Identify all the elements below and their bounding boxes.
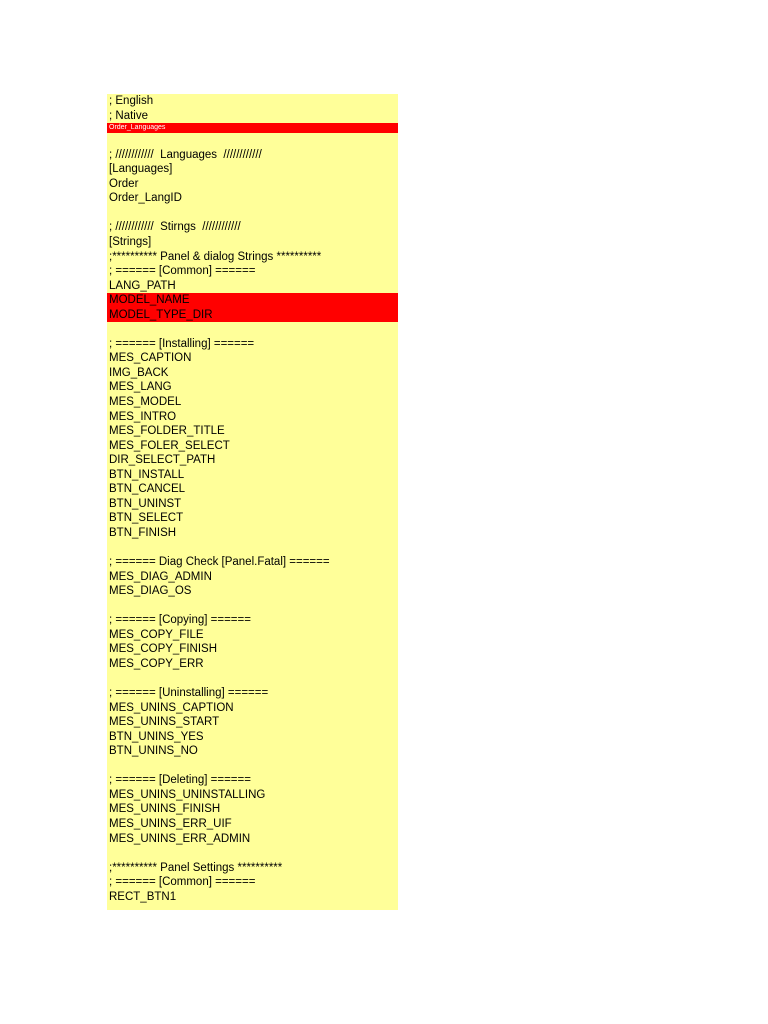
blank-row bbox=[107, 846, 398, 861]
cell-row: BTN_SELECT bbox=[109, 512, 184, 525]
cell-row: MES_COPY_FINISH bbox=[109, 643, 217, 656]
cell-row: ; ====== [Deleting] ====== bbox=[109, 774, 251, 787]
cell-row: ; //////////// Stirngs //////////// bbox=[109, 221, 241, 234]
cell-row: LANG_PATH bbox=[109, 279, 176, 292]
cell-row: MES_INTRO bbox=[109, 410, 177, 423]
cell-row: BTN_INSTALL bbox=[109, 468, 185, 481]
blank-row bbox=[107, 759, 398, 774]
blank-row bbox=[107, 599, 398, 614]
cell-row: ; ====== [Installing] ====== bbox=[109, 337, 255, 350]
cell-row: BTN_FINISH bbox=[109, 526, 177, 539]
cell-row: MES_MODEL bbox=[109, 396, 182, 408]
cell-row: ; English bbox=[109, 95, 154, 107]
cell-row: MES_DIAG_ADMIN bbox=[109, 570, 212, 583]
cell-row: [Languages] bbox=[109, 163, 173, 176]
cell-row: MES_UNINS_ERR_ADMIN bbox=[109, 832, 251, 845]
cell-row: ; ====== [Common] ====== bbox=[109, 265, 256, 278]
blank-row bbox=[107, 671, 398, 686]
cell-row: ; ====== [Uninstalling] ====== bbox=[109, 687, 269, 699]
cell-row: MES_COPY_FILE bbox=[109, 628, 204, 641]
cell-row: MODEL_TYPE_DIR bbox=[107, 308, 398, 323]
cell-row: MES_CAPTION bbox=[109, 352, 192, 365]
cell-row: BTN_CANCEL bbox=[109, 483, 186, 496]
cell-row: ; Native bbox=[109, 109, 148, 122]
blank-row bbox=[107, 322, 398, 337]
spreadsheet-column bbox=[107, 94, 398, 910]
cell-row: MES_UNINS_FINISH bbox=[109, 803, 221, 816]
cell-row: MES_UNINS_UNINSTALLING bbox=[109, 788, 266, 801]
cell-row: [Strings] bbox=[109, 235, 152, 248]
cell-row: MES_FOLER_SELECT bbox=[109, 439, 230, 452]
cell-row: ; //////////// Languages //////////// bbox=[109, 148, 262, 161]
cell-row: IMG_BACK bbox=[109, 366, 169, 379]
cell-row: MODEL_NAME bbox=[107, 293, 398, 308]
cell-row: DIR_SELECT_PATH bbox=[109, 454, 216, 467]
cell-row: MES_FOLDER_TITLE bbox=[109, 425, 225, 438]
cell-row: MES_UNINS_START bbox=[109, 716, 220, 729]
cell-row: ;********** Panel Settings ********** bbox=[109, 861, 283, 874]
cell-row: Order bbox=[109, 177, 139, 190]
blank-row bbox=[107, 541, 398, 556]
cell-row: MES_UNINS_ERR_UIF bbox=[109, 817, 232, 830]
cell-row: ; ====== [Common] ====== bbox=[109, 876, 256, 889]
cell-row: MES_UNINS_CAPTION bbox=[109, 701, 234, 714]
cell-row: BTN_UNINS_NO bbox=[109, 745, 198, 758]
cell-row: MES_DIAG_OS bbox=[109, 585, 192, 598]
cell-row: ; ====== [Copying] ====== bbox=[109, 614, 251, 627]
cell-row: MES_LANG bbox=[109, 381, 172, 394]
cell-row: BTN_UNINS_YES bbox=[109, 730, 204, 743]
cell-row: ;********** Panel & dialog Strings ********** bbox=[109, 250, 322, 263]
cell-row: MES_COPY_ERR bbox=[109, 657, 204, 670]
cell-row: BTN_UNINST bbox=[109, 497, 182, 510]
blank-row bbox=[107, 133, 398, 148]
cell-row: RECT_BTN1 bbox=[109, 890, 177, 903]
cell-row: Order_LangID bbox=[109, 192, 182, 205]
cell-row: Order_Languages bbox=[107, 123, 398, 133]
cell-row: ; ====== Diag Check [Panel.Fatal] ====== bbox=[109, 556, 330, 569]
blank-row bbox=[107, 206, 398, 221]
